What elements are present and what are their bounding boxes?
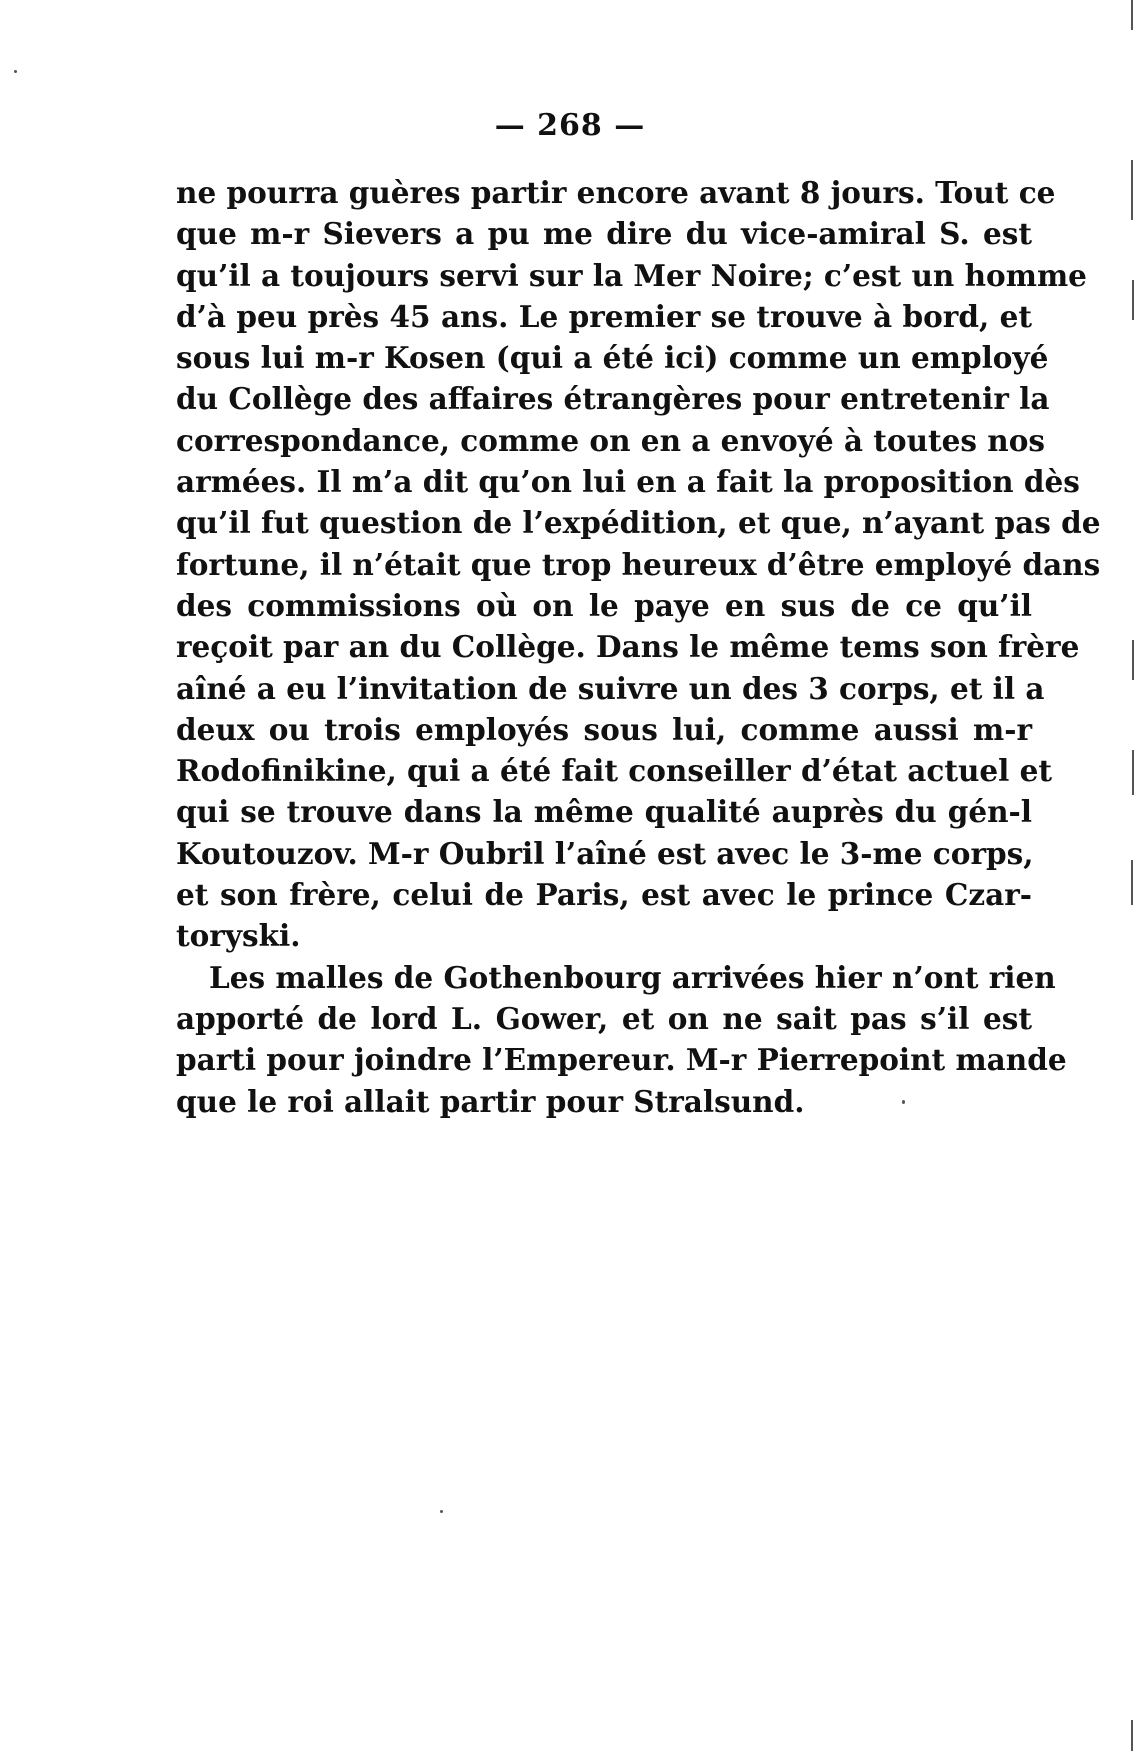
- text-line: qu’il fut question de l’expédition, et que, n’ayant pas de: [176, 505, 1101, 541]
- text-line: ne pourra guères partir encore avant 8 jours. Tout ce: [176, 175, 1056, 210]
- text-line: des commissions où on le paye en sus de ce qu’il: [176, 587, 1032, 623]
- scan-edge-mark: [1131, 860, 1133, 905]
- scan-speck: [902, 1100, 905, 1104]
- scan-edge-mark: [1132, 750, 1134, 795]
- text-line: qu’il a toujours servi sur la Mer Noire; c’est un homme: [176, 257, 1087, 293]
- scan-speck: [440, 1510, 443, 1513]
- text-line: fortune, il n’était que trop heureux d’être employé dans: [176, 546, 1101, 582]
- text-line: Koutouzov. M-r Oubril l’aîné est avec le 3-me corps,: [176, 835, 1034, 871]
- text-line: toryski.: [176, 918, 301, 954]
- text-line: apporté de lord L. Gower, et on ne sait pas s’il est: [176, 1000, 1032, 1036]
- body-text: [176, 172, 1101, 1122]
- scan-edge-mark: [1132, 640, 1134, 680]
- text-line: que le roi allait partir pour Stralsund.: [176, 1083, 805, 1119]
- text-line: deux ou trois employés sous lui, comme aussi m-r: [176, 711, 1032, 747]
- text-line: d’à peu près 45 ans. Le premier se trouve à bord, et: [176, 298, 1032, 334]
- scan-edge-mark: [1131, 0, 1133, 30]
- text-line: du Collège des affaires étrangères pour entretenir la: [176, 381, 1050, 417]
- text-line: reçoit par an du Collège. Dans le même tems son frère: [176, 629, 1080, 665]
- text-line: parti pour joindre l’Empereur. M-r Pierrepoint mande: [176, 1042, 1067, 1078]
- scan-edge-mark: [1132, 280, 1134, 320]
- text-line: que m-r Sievers a pu me dire du vice-amiral S. est: [176, 216, 1032, 252]
- text-line: correspondance, comme on en a envoyé à toutes nos: [176, 422, 1046, 458]
- text-line: Rodofinikine, qui a été fait conseiller d’état actuel et: [176, 753, 1053, 789]
- text-line: aîné a eu l’invitation de suivre un des 3 corps, et il a: [176, 670, 1045, 706]
- scan-speck: [14, 70, 17, 73]
- text-line: et son frère, celui de Paris, est avec le prince Czar-: [176, 877, 1032, 913]
- scan-edge-mark: [1131, 160, 1133, 220]
- page-number: — 268 —: [494, 108, 646, 143]
- text-line: sous lui m-r Kosen (qui a été ici) comme un employé: [176, 340, 1049, 376]
- text-line: qui se trouve dans la même qualité auprès du gén-l: [176, 794, 1032, 830]
- scan-edge-mark: [1131, 1720, 1133, 1751]
- text-line: armées. Il m’a dit qu’on lui en a fait la proposition dès: [176, 464, 1080, 500]
- paragraph-start-line: Les malles de Gothenbourg arrivées hier n’ont rien: [209, 959, 1056, 995]
